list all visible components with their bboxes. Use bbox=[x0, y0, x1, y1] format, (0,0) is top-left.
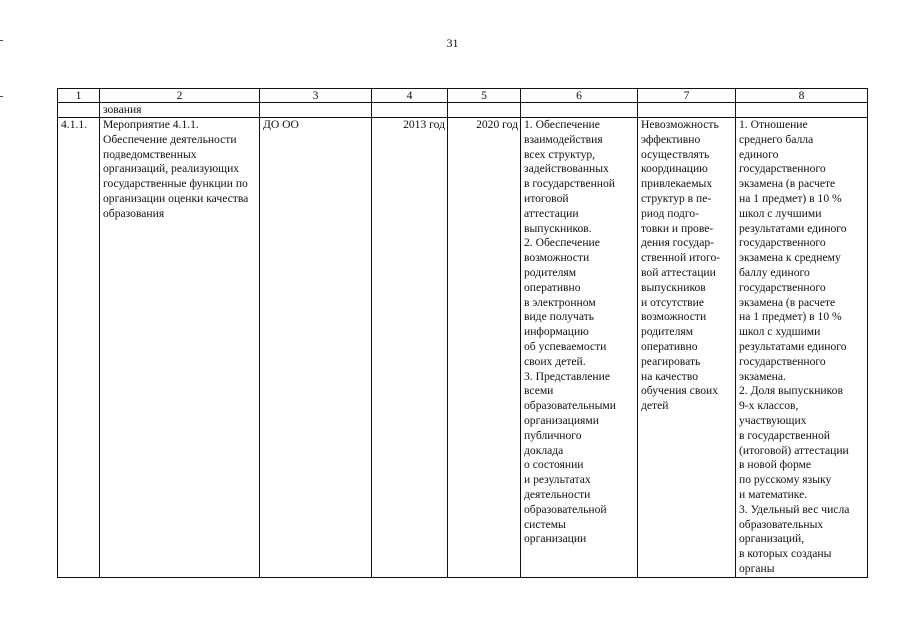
consequences-cell: Невозможность эффективно осуществлять координацию привлекаемых структур в пе- риод подго- товки и прове- дения государ- ственной итого- вой аттестации выпускников и отсутствие возможности родителям оперативно реагировать на качество обучения своих детей bbox=[638, 118, 736, 578]
expected-results-cell: 1. Обеспечение взаимодействия всех структур, задействованных в государственной итоговой аттестации выпускников. 2. Обеспечение возможности родителям оперативно в электронном виде получать информацию об успеваемости своих детей. 3. Представление всеми образовательными организациями публичного доклада о состоянии и результатах деятельности образовательной системы организации bbox=[521, 118, 638, 578]
indicators-cell: 1. Отношение среднего балла единого государственного экзамена (в расчете на 1 предмет) в 10 % школ с лучшими результатами единого государственного экзамена к среднему баллу единого государственного экзамена (в расчете на 1 предмет) в 10 % школ с худшими результатами единого государственного экзамена. 2. Доля выпускников 9-х классов, участвующих в государственной (итоговой) аттестации в новой форме по русскому языку и математике. 3. Удельный вес числа образовательных организаций, в которых созданы органы bbox=[736, 118, 868, 578]
column-header: 4 bbox=[372, 89, 448, 103]
page-number: 31 bbox=[446, 36, 459, 50]
start-year-cell: 2013 год bbox=[372, 118, 448, 578]
table-cell bbox=[260, 103, 372, 118]
column-header: 3 bbox=[260, 89, 372, 103]
table-cell: зования bbox=[100, 103, 260, 118]
table-cell bbox=[638, 103, 736, 118]
table-continuation-row bbox=[58, 103, 868, 118]
column-header: 6 bbox=[521, 89, 638, 103]
column-header: 8 bbox=[736, 89, 868, 103]
table-header-row bbox=[58, 89, 868, 103]
table-cell bbox=[448, 103, 521, 118]
column-header: 2 bbox=[100, 89, 260, 103]
item-number-cell: 4.1.1. bbox=[58, 118, 100, 578]
scan-edge-mark bbox=[0, 96, 3, 97]
table-cell bbox=[521, 103, 638, 118]
table-cell bbox=[736, 103, 868, 118]
column-header: 5 bbox=[448, 89, 521, 103]
table-cell bbox=[58, 103, 100, 118]
activity-name-cell: Мероприятие 4.1.1. Обеспечение деятельности подведомственных организаций, реализующих государственные функции по организации оценки качества образования bbox=[100, 118, 260, 578]
table-row bbox=[58, 118, 868, 578]
responsible-cell: ДО ОО bbox=[260, 118, 372, 578]
table-cell bbox=[372, 103, 448, 118]
document-table bbox=[57, 88, 868, 578]
end-year-cell: 2020 год bbox=[448, 118, 521, 578]
column-header: 1 bbox=[58, 89, 100, 103]
column-header: 7 bbox=[638, 89, 736, 103]
